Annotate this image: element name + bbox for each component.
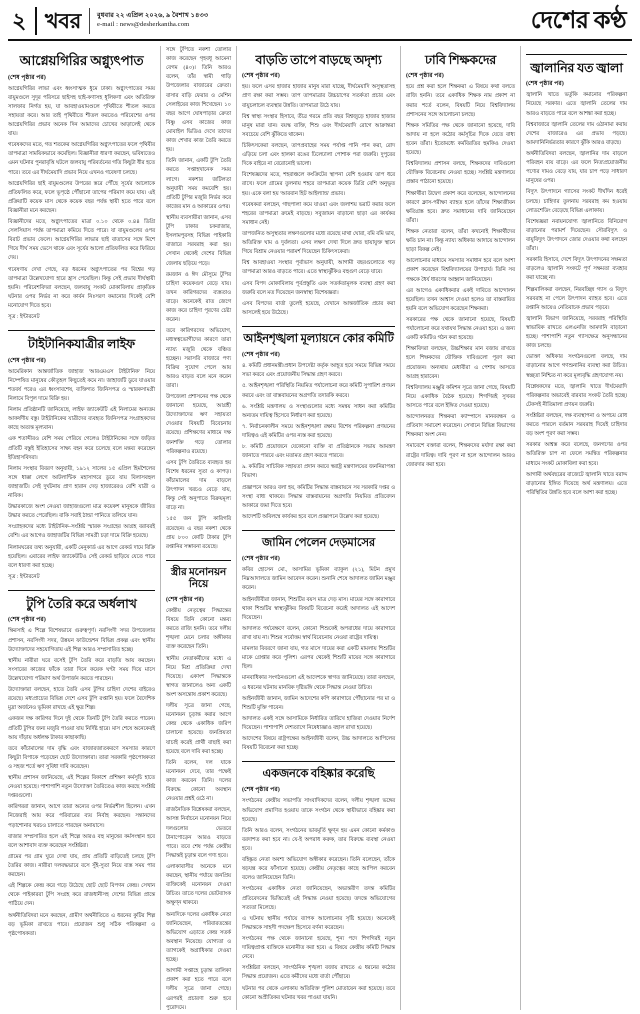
- article-paragraph: সূত্র : ইন্টারনেট: [8, 573, 40, 580]
- article-paragraph: অন্যদিকে দলের একাধিক নেতা জানিয়েছেন, পরিবারতন্ত্রের অভিযোগ এড়াতে কেন্দ্র সতর্ক অবস্থান নিয়েছে। যোগ্যতা ও ত্যাগকেই অগ্রাধিকার দেওয়া হচ্ছে।: [166, 911, 231, 964]
- article-paragraph: মানবাধিকার সংগঠনগুলো এই আদেশকে স্বাগত জানিয়েছে। তারা বলছেন, এ ধরনের ঘটনায় মানবিক দৃষ্টিভঙ্গি থেকে সিদ্ধান্ত নেওয়া উচিত।: [242, 675, 395, 691]
- article-paragraph: সূত্র : ইন্টারনেট: [8, 314, 40, 321]
- article-paragraph: গবেষণায় দেখা গেছে, বড় ধরনের অগ্ন্যুৎপাতের পর বিশ্বের গড় তাপমাত্রা উল্লেখযোগ্য হারে হ্রাস পেয়েছিল। কিন্তু সেই প্রভাব দীর্ঘস্থায়ী হয়নি। পরিবেশবিদরা বলছেন, জলবায়ু সংকট মোকাবিলায় প্রাকৃতিক ঘটনার ওপর নির্ভর না করে কার্বন নিঃসরণ কমানোর দিকেই বেশি মনোযোগ দিতে হবে।: [8, 266, 155, 310]
- article-paragraph: আন্দোলনরত শিক্ষকরা ক্যাম্পাসে মানববন্ধন ও প্রতিবাদ সমাবেশ করেছেন। সেখানে বিভিন্ন বিভাগের শিক্ষকরা অংশ নেন।: [406, 414, 515, 439]
- article-paragraph: একজন দক্ষ কারিগর দিনে দুই থেকে তিনটি টুপি তৈরি করতে পারেন। প্রতিটি টুপির জন্য মজুরি পাওয়া যায় নির্দিষ্ট হারে। মাস শেষে অনেকেরই আয় দাঁড়ায় অর্ধলক্ষ টাকার কাছাকাছি।: [8, 716, 155, 741]
- article-paragraph: আইনজীবী জানান, জামিন আদেশের কপি কারাগারে পৌঁছানোর পর মা ও শিশুটি মুক্তি পাবেন।: [242, 695, 395, 711]
- column-3: [236, 46, 400, 1010]
- article-paragraph: এসব বিপদ মোকাবিলায় পূর্বপ্রস্তুতি এবং সতর্কতামূলক ব্যবস্থা গ্রহণ করা জরুরি বলে মত দিয়েছেন জনস্বাস্থ্য বিশেষজ্ঞরা।: [242, 280, 395, 296]
- article-body: [242, 83, 395, 318]
- article-headline: ঢাবি শিক্ষকদের: [424, 53, 497, 67]
- article-paragraph: গবেষকদের মতে, গত শতকের আগ্নেয়গিরির অগ্ন্যুৎপাতের ফলে পৃথিবীর তাপমাত্রা সাময়িকভাবে কমেছিল। বিজ্ঞানীরা ধারণা করছেন, ভবিষ্যতেও এমন ঘটনার পুনরাবৃত্তি ঘটলে জলবায়ু পরিবর্তনের গতি কিছুটা ধীর হতে পারে। তবে এর দীর্ঘমেয়াদি প্রভাব নিয়ে এখনও গবেষণা চলছে।: [8, 142, 155, 176]
- article-paragraph: ৪. কমিটি প্রধানমন্ত্রী/প্রধান উপদেষ্টা কর্তৃক আহূত হয়ে সময়ে বিভিন্ন সময়ে সভা করবে এবং প্রয়োজনীয় সিদ্ধান্ত গ্রহণ করবে।: [242, 363, 395, 379]
- article-paragraph: এ ঘটনায় স্থানীয় পর্যায়ে ব্যাপক আলোচনার সৃষ্টি হয়েছে। অনেকেই সিদ্ধান্তকে সাহসী পদক্ষেপ হিসেবে বর্ণনা করেছেন।: [242, 915, 395, 931]
- article-paragraph: সংগ্রাহকদের মধ্যে টাইটানিক–সংশ্লিষ্ট স্মারক সংগ্রহের আগ্রহ বরাবরই বেশি। এর আগেও জাহাজটির বিভিন্ন সামগ্রী চড়া দামে বিক্রি হয়েছে।: [8, 524, 155, 540]
- article-paragraph: এক শতাব্দীরও বেশি সময় পেরিয়ে গেলেও টাইটানিকের সঙ্গে জড়িত প্রতিটি বস্তুই ইতিহাসের সাক্ষ্য বহন করে চলেছে বলে মন্তব্য করেছেন ইতিহাসবিদরা।: [8, 436, 155, 461]
- article-paragraph: তিনি আরও বলেন, সংগঠনের ভাবমূর্তি ক্ষুণ্ন হয় এমন কোনো কর্মকাণ্ড বরদাশত করা হবে না। যে-ই অপরাধ করুক, তার বিরুদ্ধে ব্যবস্থা নেওয়া হবে।: [242, 827, 395, 853]
- article-paragraph: জ্বালানি বিভাগ জানিয়েছে, সরবরাহ পরিস্থিতি স্বাভাবিক রাখতে এলএনজি আমদানি বাড়ানো হচ্ছে। পাশাপাশি নতুন গ্যাসক্ষেত্র অনুসন্ধানের কাজ চলছে।: [526, 315, 627, 350]
- article-paragraph: আলোচনার মাধ্যমে সমস্যার সমাধান হবে বলে আশা প্রকাশ করেছেন বিশ্ববিদ্যালয়ের উপাচার্য। তিনি সব পক্ষকে ধৈর্য ধারণের আহ্বান জানিয়েছেন।: [406, 258, 515, 283]
- continued-label: (শেষ পৃষ্ঠার পর): [242, 555, 280, 563]
- article-paragraph: শিক্ষক সমিতির পক্ষ থেকে জানানো হয়েছে, দাবি আদায় না হলে কঠোর কর্মসূচির দিকে যেতে বাধ্য হবেন তাঁরা। ইতোমধ্যে কর্মবিরতির হুমকিও দেওয়া হয়েছে।: [406, 122, 515, 157]
- article-headline: আগ্নেয়গিরির অগ্ন্যুৎপাত: [19, 53, 144, 68]
- article-paragraph: বিশ্ব আবহাওয়া সংস্থার পূর্বাভাস অনুযায়ী, আগামী বছরগুলোতে গড় তাপমাত্রা আরও বাড়তে পারে। এতে স্বাস্থ্যঝুঁকিও বহুগুণ বেড়ে যাবে।: [242, 260, 395, 276]
- article-paragraph: চিকিৎসকেরা বলছেন, তাপপ্রবাহের সময় পর্যাপ্ত পানি পান করা, রোদ এড়িয়ে চলা এবং হালকা রঙের ঢিলেঢালা পোশাক পরা জরুরি। দুপুরের দিকে বাইরে না বেরোনোই ভালো।: [242, 143, 395, 168]
- article-paragraph: আগ্নেয়গিরির ছাই বায়ুমণ্ডলের উপরের স্তরে পৌঁছে সূর্যের আলোকে প্রতিফলিত করে, ফলে ভূপৃষ্ঠে পৌঁছানো তাপের পরিমাণ কমে যায়। এই প্রক্রিয়াটি কয়েক মাস থেকে কয়েক বছর পর্যন্ত স্থায়ী হতে পারে বলে বিজ্ঞানীরা মনে করছেন।: [8, 180, 155, 214]
- article-paragraph: আদালত একই সঙ্গে আসামিকে নির্ধারিত তারিখে হাজিরা দেওয়ার নির্দেশ দিয়েছেন। পাশাপাশি দেশত্যাগে নিষেধাজ্ঞাও বহাল রাখা হয়েছে।: [242, 715, 395, 731]
- article-paragraph: বিশ্ব স্বাস্থ্য সংস্থার হিসাবে, তীব্র গরমে প্রতি বছর বিশ্বজুড়ে হাজার হাজার মানুষ মারা যান। বয়স্ক ব্যক্তি, শিশু এবং দীর্ঘমেয়াদি রোগে আক্রান্তরা সবচেয়ে বেশি ঝুঁকিতে থাকেন।: [242, 113, 395, 138]
- article-body: [8, 627, 155, 939]
- article-paragraph: তিনি বলেন, দল যাকে মনোনয়ন দেবে, তার পক্ষেই কাজ করবেন তিনি। দলের বিরুদ্ধে কোনো অবস্থান নেওয়ার প্রশ্নই ওঠে না।: [166, 759, 231, 803]
- masthead-meta: [90, 12, 208, 30]
- article-paragraph: উদ্যোক্তারা বলছেন, হাতে তৈরি এসব টুপির চাহিদা দেশের বাইরেও রয়েছে। মধ্যপ্রাচ্যের বিভিন্ন দেশে এসব টুপি রপ্তানি হয়। ফলে বৈদেশিক মুদ্রা অর্জনেও ভূমিকা রাখছে এই ক্ষুদ্র শিল্প।: [8, 687, 155, 712]
- article-headline: টাইটানিকযাত্রীর লাইফ: [8, 330, 155, 351]
- article-paragraph: ১৫৫ জন টুপি কারিগরি রয়েছেন। এ বছর নকশা থেকে প্রায় ৮০০ কোটি টাকার টুপি রপ্তানির সম্ভাবনা রয়েছে।: [166, 516, 231, 550]
- article-body: [8, 85, 155, 323]
- article-body: [406, 83, 515, 469]
- newspaper-logo: দেশের কণ্ঠ: [530, 8, 626, 34]
- article-paragraph: সংগঠনের একাধিক নেতা জানিয়েছেন, অভ্যন্তরীণ তদন্ত কমিটির প্রতিবেদনের ভিত্তিতেই এই সিদ্ধান্ত নেওয়া হয়েছে। তদন্তে অভিযোগের সত্যতা মিলেছে।: [242, 886, 395, 911]
- article-paragraph: বিজ্ঞানীদের মতে, অগ্ন্যুৎপাতের মাত্রা ০.১০ থেকে ০.৪৪ ডিগ্রি সেলসিয়াস পর্যন্ত তাপমাত্রা কমিয়ে দিতে পারে। যা বায়ুমণ্ডলের ওপর বিরাট প্রভাব ফেলে। আগ্নেয়গিরির লাভার ছাই বাতাসের সঙ্গে মিশে গিয়ে দীর্ঘ সময় ভেসে থাকে এবং সূর্যের আলো প্রতিফলিত করে ফিরিয়ে দেয়।: [8, 219, 155, 262]
- article-paragraph: শিক্ষার্থীরা উদ্বেগ প্রকাশ করে বলেছেন, আন্দোলনের কারণে ক্লাস-পরীক্ষা ব্যাহত হলে তাঁদের শিক্ষাজীবন ক্ষতিগ্রস্ত হবে। দ্রুত সমাধানের দাবি জানিয়েছেন তাঁরা।: [406, 190, 515, 224]
- column-5: [520, 46, 632, 1010]
- article-paragraph: আদেশটি অবিলম্বে কার্যকর হবে বলে প্রজ্ঞাপনে উল্লেখ করা হয়েছে।: [242, 513, 380, 520]
- article-body: [526, 91, 627, 498]
- article-paragraph: আগ্নেয়গিরির লাভা এবং ধ্বংসাত্মক ধুমে ঢাকা। অগ্ন্যুৎপাতের সময় বায়ুমণ্ডলে সুদূর পরিসরে ছাইসহ ছাই-কণাসহ ধূলিকণা এবং অতিরিক্ত সালফার নির্গত হয়, যা আবহাওয়ামণ্ডলে পৃথিবীতে শীতল করতে সহায়তা করে। আর তাই পৃথিবীতে শীতল করতেও পরিবেশের ওপর আগ্নেয়গিরির প্রভাব অনেক দিন আমাদের চোখের আড়ালেই থেকে যায়।: [8, 85, 155, 138]
- masthead: [8, 6, 632, 41]
- article-paragraph: আদেশের বিষয়ে রাষ্ট্রপক্ষের আইনজীবী বলেন, উচ্চ আদালতে আপিলের বিষয়টি বিবেচনা করা হচ্ছে।: [242, 736, 395, 752]
- article-paragraph: আগামী অর্থবছরের বাজেটে জ্বালানি খাতে বরাদ্দ বাড়ানোর ইঙ্গিত দিয়েছে অর্থ মন্ত্রণালয়। এতে পরিস্থিতির উন্নতি হবে বলে আশা করা হচ্ছে।: [526, 471, 627, 496]
- article-paragraph: এই শিল্পকে কেন্দ্র করে গড়ে উঠেছে ছোট ছোট বিপণন কেন্দ্র। সেখান থেকে পাইকাররা টুপি সংগ্রহ করে রাজধানীসহ দেশের বিভিন্ন প্রান্তে পাঠিয়ে দেন।: [8, 883, 155, 908]
- article-paragraph: সঙ্গে টুপিতে নকশা তোলার কাজ করেছেন গৃহবধূ আমেনা বেগম (৪০)। তিনি আরও বলেন, তাঁর স্বামী গাড়ি উপজেলার বাজারের ক্রেতা। বাসার বাড়ি ফেরার ও মেশিন সেলাইয়ের কাজ শিখেছেন। ১০ বছর আগে ঘোষপাড়ার ক্রেতা বিষ্ণু এসব কাজের কাজ মোবাইল ভিডিও দেখে তাদের কাজ শেখার কাজ তৈরি করতে হয়।: [166, 47, 231, 154]
- article-body: [8, 368, 155, 582]
- article-paragraph: বিশ্ববিদ্যালয় প্রশাসন বলছে, শিক্ষকদের দাবিগুলো যৌক্তিক বিবেচনায় নেওয়া হচ্ছে। সংশ্লিষ্ট মন্ত্রণালয়ে প্রস্তাব পাঠানো হয়েছে।: [406, 161, 515, 186]
- article-paragraph: উদ্ধারকাজে অংশ নেওয়া জাহাজগুলো মাত্র কয়েকশ মানুষকে জীবিত উদ্ধার করতে পেরেছিল। বাকি সবাই ঠান্ডা পানিতে তলিয়ে যান।: [8, 504, 155, 520]
- date-line: বুধবার ২২ এপ্রিল ২০২৬, ৯ বৈশাখ ১৪৩৩: [96, 12, 209, 20]
- article-paragraph: সরকারের পক্ষ থেকে জানানো হয়েছে, বিষয়টি পর্যালোচনা করে যথাযথ সিদ্ধান্ত নেওয়া হবে। এ জন্য একটি কমিটিও গঠন করা হয়েছে।: [406, 317, 515, 342]
- article-paragraph: সরকার আশ্বস্ত করে বলেছে, জনগণের ওপর অতিরিক্ত চাপ না ফেলে সমন্বিত পরিকল্পনার মাধ্যমে সংকট মোকাবিলা করা হবে।: [526, 442, 627, 467]
- continued-label: (শেষ পৃষ্ঠার পর): [8, 356, 46, 364]
- article-paragraph: বিশ্ববিদ্যালয় মঞ্জুরি কমিশন সূত্রে জানা গেছে, বিষয়টি নিয়ে একাধিক বৈঠক হয়েছে। শিগগিরই সুখবর আসতে পারে বলে ইঙ্গিত দেওয়া হয়েছে।: [406, 384, 515, 409]
- article-paragraph: সংগঠনের পক্ষ থেকে জানানো হয়েছে, শূন্য পদে শিগগিরই নতুন দায়িত্বপ্রাপ্ত ব্যক্তিকে মনোনীত করা হবে। এ বিষয়ে কেন্দ্রীয় কমিটি সিদ্ধান্ত নেবে।: [242, 936, 395, 961]
- email-line: e-mail : news@desherkantha.com: [96, 21, 190, 28]
- article-paragraph: প্রজ্ঞাপনে আরও বলা হয়, কমিটির সিদ্ধান্ত বাস্তবায়নে সব সরকারি দপ্তর ও সংস্থা বাধ্য থাকবে। সিদ্ধান্ত বাস্তবায়নের অগ্রগতি নিয়মিত প্রতিবেদন আকারে জমা দিতে হবে।: [242, 484, 395, 509]
- article-paragraph: এসব বিপদের বার্তা তুলেই হয়েছে, যেখানে আন্তর্জাতিক প্রচার করা আসলেই হয়ে উঠেছে।: [242, 300, 395, 316]
- article-paragraph: সংশ্লিষ্টরা বলছেন, সাংগঠনিক শৃঙ্খলা বজায় রাখতে এ ধরনের কঠোর সিদ্ধান্ত প্রয়োজন। এতে কর্মীদের মধ্যে বার্তা পৌঁছাবে।: [242, 965, 395, 981]
- article-paragraph: অর্থনীতিবিদরা বলছেন, জ্বালানির দাম বাড়লে পরিবহন ব্যয় বাড়ে। এর ফলে নিত্যপ্রয়োজনীয় পণ্যের দামও বেড়ে যায়, যার চাপ পড়ে সাধারণ মানুষের ওপর।: [526, 151, 627, 185]
- article-paragraph: কবির হোসেন মো., আসামির ভূমিকা ব্যাকুল (২১), মিটন প্রমুখ নিম্নআদালতে জামিন আবেদন করেন। শুনানি শেষে আদালত জামিন মঞ্জুর করেন।: [242, 567, 395, 592]
- article-paragraph: এসব টুপি তৈরিতে ব্যবহৃত হয় বিশেষ ধরনের সুতা ও কাপড়। কাঁচামালের দাম বাড়লে উৎপাদন খরচও বেড়ে যায়, কিন্তু সেই অনুপাতে বিক্রয়মূল্য বাড়ে না।: [166, 459, 231, 512]
- article-paragraph: স্থানীয় নেতাকর্মীদের মধ্যে এ নিয়ে মিশ্র প্রতিক্রিয়া দেখা দিয়েছে। একাংশ সিদ্ধান্তকে স্বাগত জানালেও অন্য একটি অংশ অসন্তোষ প্রকাশ করেছে।: [166, 655, 231, 699]
- article-paragraph: ৮. কমিটি প্রয়োজনে যেকোনো ব্যক্তি বা প্রতিষ্ঠানকে সভায় আমন্ত্রণ জানাতে পারবে এবং মতামত গ্রহণ করতে পারবে।: [242, 444, 395, 460]
- article-paragraph: আদালত পর্যবেক্ষণে বলেন, কোনো শিশুকেই অপরাধের দায়ে কারাগারে রাখা যায় না। শিশুর সর্বোত্তম স্বার্থ বিবেচনায় নেওয়া রাষ্ট্রের দায়িত্ব।: [242, 625, 395, 641]
- article-paragraph: রাজনৈতিক বিশ্লেষকরা বলছেন, আসন্ন নির্বাচনে মনোনয়ন নিয়ে দলগুলোর ভেতরে টানাপোড়েন আরও বাড়তে পারে। তবে শেষ পর্যন্ত কেন্দ্রীয় সিদ্ধান্তই চূড়ান্ত বলে গণ্য হবে।: [166, 807, 231, 859]
- article-paragraph: ৫. আইনশৃঙ্খলা পরিস্থিতি নিয়মিত পর্যালোচনা করে কমিটি সুপারিশ প্রণয়ন করবে এবং তা বাস্তবায়নের অগ্রগতি তদারকি করবে।: [242, 383, 395, 399]
- article-paragraph: কারিগররা জানান, আগে তারা অন্যের ওপর নির্ভরশীল ছিলেন। এখন নিজেরাই আয় করে পরিবারের ব্যয় নির্বাহ করছেন। সন্তানদের পড়াশোনার খরচও চালাতে পারছেন অনায়াসে।: [8, 804, 155, 829]
- article-paragraph: ভোক্তা অধিকার সংগঠনগুলো বলছে, দাম বাড়ানোর আগে গণশুনানির ব্যবস্থা করা উচিত। স্বচ্ছতা নিশ্চিত না করে মূল্যবৃদ্ধি গ্রহণযোগ্য নয়।: [526, 354, 627, 379]
- article-headline: স্ত্রীর মনোনয়ন নিয়ে: [166, 560, 231, 591]
- article-paragraph: তবে কারিগরদের অভিযোগ, মধ্যস্বত্বভোগীদের কারণে তারা ন্যায্য মজুরি থেকে বঞ্চিত হচ্ছেন। সরাসরি বাজারে পণ্য বিক্রির সুযোগ পেলে আয় আরও বাড়ত বলে মনে করেন তারা।: [166, 328, 231, 389]
- article-paragraph: তবে কাঁচামালের দাম বৃদ্ধি এবং বাজারজাতকরণে সমস্যার কারণে কিছুটা বিপাকে পড়েছেন ছোট উদ্যোক্তারা। তারা সরকারি পৃষ্ঠপোষকতা ও সহজ শর্তে ঋণ সুবিধা দাবি করেছেন।: [8, 745, 155, 770]
- column-2: [160, 46, 236, 1010]
- continued-label: (শেষ পৃষ্ঠার পর): [242, 72, 280, 80]
- article-paragraph: আগামী সপ্তাহে চূড়ান্ত তালিকা প্রকাশ করা হতে পারে বলে দলীয় সূত্রে জানা গেছে। এরপরই প্রচারণা শুরু হবে পুরোদমে।: [166, 968, 231, 1010]
- article-headline: একজনকে বহিষ্কার করেছি: [242, 761, 395, 781]
- article-paragraph: জ্বালানি খাতে ভর্তুকি কমানোর পরিকল্পনা নিয়েছে সরকার। এতে জ্বালানি তেলের দাম আরও বাড়তে পারে বলে আশঙ্কা করা হচ্ছে।: [526, 92, 627, 117]
- article-headline: জামিন পেলেন দেড়মাসের: [242, 530, 395, 550]
- article-paragraph: আমেরিকান আন্তর্জাতিক জাহাজ 'আরএমএস টাইটানিক' নিয়ে নিষ্পেষিত মানুষের কৌতূহল কিছুতেই কমে না। জাহাজটি ডুবে যাওয়ার শতবর্ষ পরেও এর ধ্বংসাবশেষ, ব্যক্তিগত জিনিসপত্র ও স্মারকসামগ্রী নিলামে বিপুল দামে বিক্রি হয়।: [8, 368, 155, 402]
- article-paragraph: বিশ্ববাজারে জ্বালানি তেলের দাম ওঠানামা করায় দেশের বাজারেও এর প্রভাব পড়ছে। আমদানিনির্ভরতার কারণে ঝুঁকি আরও বাড়ছে।: [526, 121, 627, 146]
- page-number: ২: [12, 8, 26, 33]
- article-paragraph: বহিষ্কৃত নেতা অবশ্য অভিযোগ অস্বীকার করেছেন। তিনি বলেছেন, তাঁকে ষড়যন্ত্র করে ফাঁসানো হয়েছে। কেন্দ্রীয় নেতৃত্বের কাছে আপিল করবেন বলেও জানিয়েছেন তিনি।: [242, 857, 395, 882]
- article-paragraph: সমাবেশে বক্তারা বলেন, শিক্ষকদের মর্যাদা রক্ষা করা রাষ্ট্রের দায়িত্ব। দাবি পূরণ না হলে আন্দোলন আরও জোরদার করা হবে।: [406, 443, 515, 468]
- article-paragraph: মামলার বিবরণে জানা যায়, গত মাসে দায়ের করা একটি মামলায় শিশুটির মাকে গ্রেপ্তার করে পুলিশ। এরপর থেকেই শিশুটি মায়ের সঙ্গে কারাগারে ছিল।: [242, 646, 395, 671]
- article-paragraph: তিনি জানান, একটি টুপি তৈরি করতে সপ্তাহখানেক সময় লাগে। নকশার জটিলতা অনুযায়ী সময় কমবেশি হয়। প্রতিটি টুপির মজুরি নির্ভর করে কাজের মান ও আকারের ওপর।: [166, 158, 231, 210]
- article-paragraph: স্থানীয় ব্যবসায়ীরা জানান, এসব টুপি ঢাকার চকবাজার, ইসলামপুরসহ বিভিন্ন পাইকারি বাজারে সরবরাহ করা হয়। সেখান থেকেই দেশের বিভিন্ন জেলায় ছড়িয়ে পড়ে।: [166, 214, 231, 267]
- article-body: [166, 607, 231, 1010]
- article-paragraph: স্থানীয় প্রশাসন জানিয়েছে, এই শিল্পের বিকাশে প্রশিক্ষণ কর্মসূচি হাতে নেওয়া হয়েছে। পাশাপাশি নতুন উদ্যোক্তা তৈরিতেও কাজ করছে সংশ্লিষ্ট দপ্তরগুলো।: [8, 775, 155, 800]
- article-headline: আইনশৃঙ্খলা মূল্যায়নে কোর কমিটি: [242, 326, 395, 346]
- continued-label: (শেষ পৃষ্ঠার পর): [526, 80, 564, 88]
- continued-label: (শেষ পৃষ্ঠার পর): [242, 786, 280, 794]
- article-paragraph: নিলাম সংস্থার বিবরণ অনুযায়ী, ১৯১২ সালের ১৫ এপ্রিল হিমশৈলের সঙ্গে ধাক্কা লেগে আটলান্টিক মহাসাগরে ডুবে যায় বিলাসবহুল জাহাজটি। সেই দুর্ঘটনায় প্রাণ হারান দেড় হাজারেরও বেশি যাত্রী ও নাবিক।: [8, 465, 155, 500]
- continued-label: (শেষ পৃষ্ঠার পর): [406, 72, 444, 80]
- article-body: [242, 362, 395, 522]
- article-headline: টুপি তৈরি করে অর্ধলাখ: [8, 590, 155, 611]
- article-paragraph: নিলাম প্রতিষ্ঠানটি জানিয়েছে, লাইফ জ্যাকেটটি এই নিলামের অন্যতম আকর্ষণীয় বস্তু। টাইটানিকের যাত্রীদের ব্যবহৃত জিনিসপত্র সংগ্রাহকদের কাছে অত্যন্ত মূল্যবান।: [8, 407, 155, 432]
- article-body: [166, 46, 231, 552]
- article-paragraph: আইনজীবীরা জানান, শিশুটির বয়স মাত্র দেড় মাস। মায়ের সঙ্গে কারাগারে থাকা শিশুটির স্বাস্থ্যঝুঁকির বিষয়টি বিবেচনা করেই আদালত এই আদেশ দিয়েছেন।: [242, 596, 395, 621]
- article-paragraph: ক্ষিরসাই এ শিল্পে বিশেষভাবে গুরুত্বপূর্ণ। নরসিংদী সদর উপজেলার প্রশাসন, নরসিংদী সদর, উন্নয়ন ফাউন্ডেশন বিভিন্ন প্রকল্প এবং স্থানীয় উদ্যোক্তাদের সহযোগিতায় এই শিল্প আরও সম্প্রসারিত হচ্ছে।: [8, 628, 155, 653]
- article-paragraph: তাপজনিত অসুস্থতার লক্ষণগুলোর মধ্যে রয়েছে মাথা ঘোরা, বমি বমি ভাব, অতিরিক্ত ঘাম ও দুর্বলতা। এসব লক্ষণ দেখা দিলে দ্রুত ছায়াযুক্ত স্থানে গিয়ে বিশ্রাম নেওয়ার পরামর্শ দিয়েছেন চিকিৎসকেরা।: [242, 231, 395, 256]
- article-headline: জ্বালানির যত জ্বালা: [526, 54, 627, 75]
- article-body: [242, 566, 395, 753]
- column-1: [8, 46, 160, 1010]
- article-paragraph: সংগঠনের কেন্দ্রীয় সভাপতি সাংবাদিকদের বলেন, দলীয় শৃঙ্খলা ভঙ্গের অভিযোগ প্রমাণিত হওয়ায় তাকে সংগঠন থেকে স্থায়ীভাবে বহিষ্কার করা হয়েছে।: [242, 798, 395, 823]
- continued-label: (শেষ পৃষ্ঠার পর): [166, 596, 204, 604]
- article-paragraph: শিল্পমালিকরা বলছেন, নিরবচ্ছিন্ন গ্যাস ও বিদ্যুৎ সরবরাহ না পেলে উৎপাদন ব্যাহত হবে। এতে রপ্তানি আয়েও নেতিবাচক প্রভাব পড়বে।: [526, 286, 627, 311]
- article-paragraph: নিলামঘরের তথ্য অনুযায়ী, একটি মেনুকার্ড এর আগে রেকর্ড দামে বিক্রি হয়েছিল। এবারের লাইফ জ্যাকেটটিও সেই রেকর্ড ছাড়িয়ে যেতে পারে বলে ধারণা করা হচ্ছে।: [8, 544, 155, 569]
- column-grid: [8, 46, 632, 1010]
- article-body: [242, 797, 395, 1002]
- article-paragraph: বিশেষজ্ঞরা নবায়নযোগ্য জ্বালানিতে বিনিয়োগ বাড়ানোর পরামর্শ দিয়েছেন। সৌরবিদ্যুৎ ও বায়ুবিদ্যুৎ উৎপাদনে জোর দেওয়ার কথা বলছেন তাঁরা।: [526, 218, 627, 253]
- article-paragraph: কেন্দ্রীয় নেতৃত্বের সিদ্ধান্তের বিষয়ে তিনি কোনো মন্তব্য করতে রাজি হননি। তবে দলীয় শৃঙ্খলা মেনে চলার অঙ্গীকার ব্যক্ত করেছেন তিনি।: [166, 608, 231, 651]
- column-4: [400, 46, 520, 1010]
- article-paragraph: বাজার সম্প্রসারিত হলে এই শিল্পে আরও বহু মানুষের কর্মসংস্থান হবে বলে আশাবাদ ব্যক্ত করেছেন সংশ্লিষ্টরা।: [8, 833, 155, 849]
- article-paragraph: স্থানীয় নারীরা ঘরে বসেই টুপি তৈরি করে বাড়তি আয় করছেন। সংসারের কাজের ফাঁকে তারা দিনে কয়েক ঘণ্টা সময় দিয়ে মাসে উল্লেখযোগ্য পরিমাণ অর্থ উপার্জন করতে পারছেন।: [8, 657, 155, 682]
- article-paragraph: গ্রামের পর গ্রাম ঘুরে দেখা যায়, প্রায় প্রতিটি বাড়িতেই চলছে টুপি তৈরির কাজ। নারীরা দলবদ্ধভাবে বসে সুঁই-সুতা নিয়ে ব্যস্ত সময় পার করছেন।: [8, 853, 155, 879]
- article-paragraph: ৬. সংশ্লিষ্ট মন্ত্রণালয় ও সংস্থাগুলোর মধ্যে সমন্বয় সাধন করা কমিটির অন্যতম দায়িত্ব হিসেবে নির্ধারণ করা হয়েছে।: [242, 403, 395, 419]
- article-paragraph: ৯. কমিটির সাচিবিক সহায়তা প্রদান করবে স্বরাষ্ট্র মন্ত্রণালয়ের জননিরাপত্তা বিভাগ।: [242, 464, 395, 480]
- article-paragraph: বিদ্যুৎ উৎপাদনে গ্যাসের সংকট দীর্ঘদিন ধরেই চলছে। চাহিদার তুলনায় সরবরাহ কম হওয়ায় লোডশেডিং বেড়েছে বিভিন্ন এলাকায়।: [526, 189, 627, 214]
- article-paragraph: বিশেষজ্ঞদের মতে, শহরাঞ্চলে কংক্রিটের স্থাপনা বেশি হওয়ায় তাপ ধরে রাখে। ফলে গ্রামের তুলনায় শহরে তাপমাত্রা কয়েক ডিগ্রি বেশি অনুভূত হয়। একে বলা হয় 'আরবান হিট আইল্যান্ড' প্রভাব।: [242, 172, 395, 197]
- article-paragraph: ৭. নির্বাচনকালীন সময়ে আইনশৃঙ্খলা রক্ষায় বিশেষ পরিকল্পনা প্রণয়নের দায়িত্বও এই কমিটির ওপর ন্যস্ত করা হয়েছে।: [242, 423, 395, 439]
- article-paragraph: গবেষকরা বলছেন, গাছপালা কমে যাওয়া এবং জলাশয় ভরাট করার ফলে শহরের তাপমাত্রা ক্রমেই বাড়ছে। সবুজায়ন বাড়ানো ছাড়া এর কার্যকর সমাধান নেই।: [242, 201, 395, 226]
- continued-label: (শেষ পৃষ্ঠার পর): [8, 616, 46, 624]
- article-paragraph: দলীয় সূত্রে জানা গেছে, মনোনয়ন চূড়ান্ত করার আগে কেন্দ্র থেকে একাধিক জরিপ চালানো হয়েছে। জনপ্রিয়তা যাচাই করেই প্রার্থী বাছাই করা হয়েছে বলে দাবি করা হচ্ছে।: [166, 703, 231, 755]
- article-paragraph: সংশ্লিষ্টরা বলছেন, দক্ষ ব্যবস্থাপনা ও অপচয় রোধ করতে পারলে বর্তমান সরবরাহ দিয়েই চাহিদার বড় অংশ পূরণ করা সম্ভব।: [526, 412, 627, 438]
- continued-label: (শেষ পৃষ্ঠার পর): [242, 351, 280, 359]
- continued-label: (শেষ পৃষ্ঠার পর): [8, 73, 46, 81]
- article-paragraph: ঘটনার পর থেকে এলাকায় অতিরিক্ত পুলিশ মোতায়েন করা হয়েছে। তবে কোনো অপ্রীতিকর ঘটনার খবর পাওয়া যায়নি।: [242, 985, 395, 1001]
- article-paragraph: রমজান ও ঈদ মৌসুমে টুপির চাহিদা কয়েকগুণ বেড়ে যায়। তখন কারিগরদের ব্যস্ততাও বাড়ে। অনেকেই রাত জেগে কাজ করে চাহিদা পূরণের চেষ্টা করেন।: [166, 271, 231, 324]
- article-paragraph: শিক্ষাবিদরা বলছেন, উচ্চশিক্ষার মান বজায় রাখতে হলে শিক্ষকদের যৌক্তিক দাবিগুলো পূরণ করা প্রয়োজন। অন্যথায় মেধাবীরা এ পেশায় আসতে আগ্রহ হারাবেন।: [406, 346, 515, 380]
- article-paragraph: বিশ্লেষকদের মতে, জ্বালানি খাতে দীর্ঘমেয়াদি পরিকল্পনার অভাবেই বারবার সংকট তৈরি হচ্ছে। টেকসই নীতিমালা প্রণয়ন জরুরি।: [526, 383, 627, 408]
- article-paragraph: উপজেলা প্রশাসনের পক্ষ থেকে জানানো হয়েছে, আগ্রহী উদ্যোক্তাদের ঋণ সহায়তা দেওয়ার বিষয়টি বিবেচনায় রয়েছে। প্রশিক্ষণের মাধ্যমে দক্ষ জনশক্তি গড়ে তোলার পরিকল্পনাও রয়েছে।: [166, 394, 231, 455]
- article-paragraph: এলাকাবাসীর অনেকে মনে করছেন, স্থানীয় পর্যায়ে জনপ্রিয় ব্যক্তিকেই মনোনয়ন দেওয়া উচিত। তাতে দলের ভোটব্যাংক অক্ষুণ্ন থাকবে।: [166, 863, 231, 907]
- article-paragraph: হয়ে প্রশ্ন করা হলে শিক্ষকরা এ বিষয়ে কথা বলতে রাজি হননি। তবে একাধিক শিক্ষক নাম প্রকাশ না করার শর্তে বলেন, বিষয়টি নিয়ে বিশ্ববিদ্যালয় প্রশাসনের সঙ্গে আলোচনা চলছে।: [406, 84, 515, 118]
- article-paragraph: এর আগেও একাধিকবার একই দাবিতে আন্দোলন হয়েছিল। তখন আশ্বাস দেওয়া হলেও তা বাস্তবায়িত হয়নি বলে অভিযোগ করেছেন শিক্ষকরা।: [406, 287, 515, 312]
- article-paragraph: অর্থনীতিবিদরা মনে করছেন, গ্রামীণ অর্থনীতিতে এ ধরনের কুটির শিল্প বড় ভূমিকা রাখতে পারে। প্রয়োজন শুধু সঠিক পরিকল্পনা ও পৃষ্ঠপোষকতা।: [8, 912, 155, 937]
- article-headline: বাড়তি তাপে বাড়ছে অদৃশ্য: [255, 53, 382, 67]
- article-paragraph: হয়। ফলে এসব হাজার হাজার মানুষ মারা যাচ্ছে, দীর্ঘমেয়াদি অসুস্থতাসহ প্রাণ রক্ষা করা সম্ভব। তাপ তাপমাত্রার উচ্চচাপের সতর্কতা প্রচার এবং বায়ুচলাচল ব্যবস্থার উন্নতি। তাপমাত্রা উঠে যায়।: [242, 84, 395, 109]
- article-paragraph: সরকারি হিসাবে, দেশে বিদ্যুৎ উৎপাদনের সক্ষমতা বাড়লেও জ্বালানি সংকটে পূর্ণ সক্ষমতা ব্যবহার করা যাচ্ছে না।: [526, 257, 627, 282]
- article-paragraph: শিক্ষক নেতারা বলেন, তাঁরা কখনোই শিক্ষার্থীদের ক্ষতি চান না। কিন্তু ন্যায্য অধিকার আদায়ে আন্দোলন ছাড়া বিকল্প নেই।: [406, 229, 515, 254]
- section-title: খবর: [44, 8, 81, 33]
